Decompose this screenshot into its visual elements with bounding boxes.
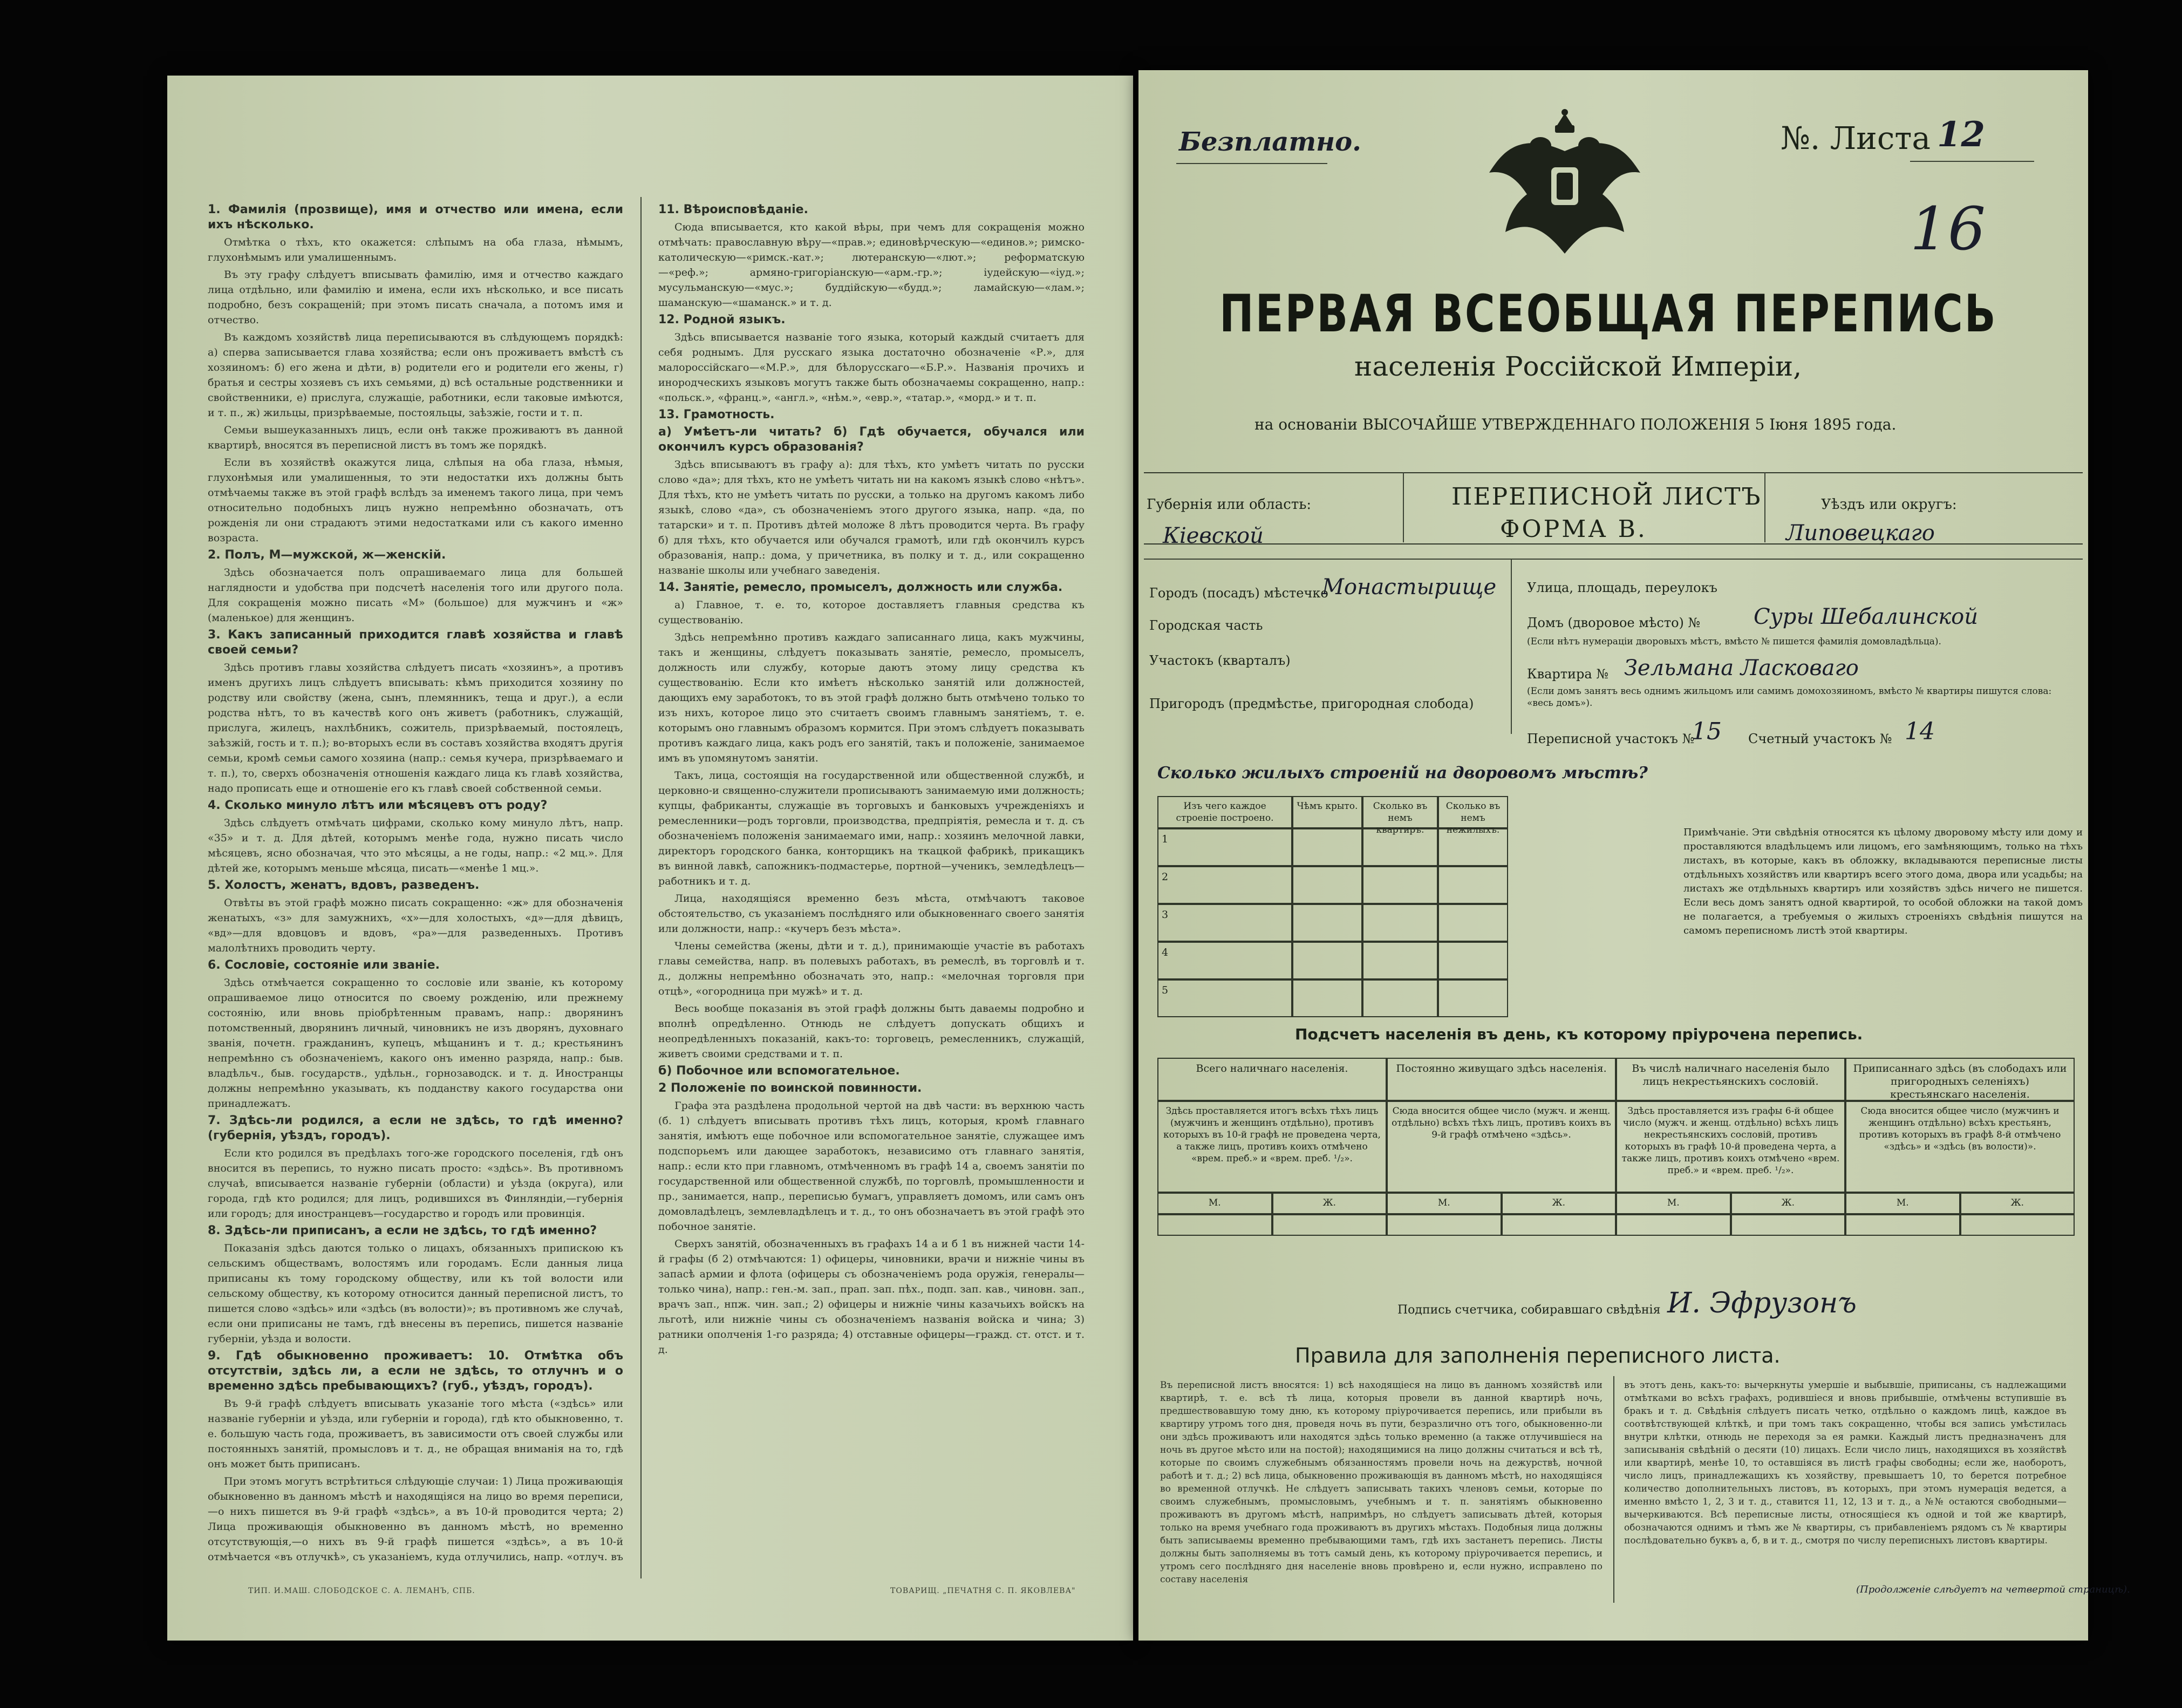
paragraph: При этомъ могутъ встрѣтиться слѣдующіе случаи: 1) Лица проживающія обыкновенно въ данномъ мѣстѣ и находящіяся на лицо во время переписи,—о нихъ пишется въ 9-й графѣ «здѣсь», а въ 10-й проводится черта; 2) Лица проживающія обыкновенно въ данномъ мѣстѣ, но временно отсутствующія,—о нихъ въ 9-й графѣ пишется «здѣсь», а въ 10-й отмѣчается «въ отлучкѣ», съ указаніемъ, куда отлучились, напр. «отлуч. въ <box>208 1475 623 1562</box>
section-heading: 2 Положеніе по воинской повинности. <box>658 1081 922 1095</box>
paragraph: Здѣсь вписываютъ въ графу а): для тѣхъ, кто умѣетъ читать по русски слово «да»; для тѣхъ, кто не умѣетъ читать ни на какомъ языкѣ слово «нѣтъ». Для тѣхъ, кто не умѣетъ читать по русски, а только на другомъ какомъ либо языкѣ, слово «да», съ обозначеніемъ этого другого языка, напр. «да, по татарски» и т. п. Противъ дѣтей моложе 8 лѣтъ проводится черта. Въ графу б) для тѣхъ, кто обучается или обучался грамотѣ, или гдѣ окончилъ курсъ образованія, напр.: дома, у причетника, въ полку и т. д., или сокращенно названіе школы или учебнаго заведенія. <box>658 459 1085 576</box>
paragraph: Отмѣтка о тѣхъ, кто окажется: слѣпымъ на оба глаза, нѣмымъ, глухонѣмымъ или умалишеннымъ. <box>208 236 623 263</box>
paragraph: Здѣсь отмѣчается сокращенно то сословіе или званіе, къ которому опрашиваемое лицо относится по своему рожденію, или прежнему состоянію, или вновь пріобрѣтенным правамъ, напр.: дворянинъ потомственный, дворянинъ личный, чиновникъ не изъ дворянъ, духовнаго званія, почетн. гражданинъ, купецъ, мѣщанинъ и т. д.; крестьянинъ непремѣнно съ обозначеніемъ, какого онъ именно разряда, напр.: быв. владѣльч., быв. государств., удѣльн., горнозаводск. и т. д. Иностранцы должны непремѣнно указывать, къ подданству какого государства они принадлежатъ. <box>208 977 623 1110</box>
city-part-label: Городская часть <box>1149 618 1263 633</box>
buildings-cell <box>1438 942 1508 979</box>
section-heading: 9. Гдѣ обыкновенно проживаетъ: 10. Отмѣтка объ отсутствіи, здѣсь ли, а если не здѣсь, то отлучнъ и о временно здѣсь пребывающихъ? (губ., уѣздъ, городъ). <box>208 1349 623 1393</box>
imperial-eagle-emblem <box>1484 108 1646 264</box>
street-label: Улица, площадь, переулокъ <box>1527 580 1717 595</box>
printer-credit-left: ТИП. И.МАШ. СЛОБОДСКОЕ С. А. ЛЕМАНЪ, СПБ. <box>248 1587 475 1595</box>
printer-credit-right: ТОВАРИЩ. „ПЕЧАТНЯ С. П. ЯКОВЛЕВА" <box>890 1587 1076 1595</box>
census-basis: на основаніи ВЫСОЧАЙШЕ УТВЕРЖДЕННАГО ПОЛОЖЕНІЯ 5 Іюня 1895 года. <box>1254 416 1897 433</box>
buildings-cell: 2 <box>1157 866 1292 904</box>
count-header-cell: Приписаннаго здѣсь (въ слободахъ или пригородныхъ селеніяхъ) крестьянскаго населенія. <box>1845 1058 2075 1101</box>
sheet-number-underline <box>1910 161 2034 162</box>
count-area-value: 14 <box>1905 718 1935 745</box>
paragraph: Здѣсь вписывается названіе того языка, который каждый считаетъ для себя роднымъ. Для русскаго языка достаточно обозначеніе «Р.», для малороссійскаго—«М.Р.», для бѣлорусскаго—«Б.Р.». Названія прочихъ и инородческихъ языковъ могутъ также быть обозначаемы сокращенно, напр.: «польск.», «франц.», «англ.», «нѣм.», «евр.», «татар.», «морд.» и т. п. <box>658 331 1085 404</box>
section-heading: 12. Родной языкъ. <box>658 313 786 326</box>
buildings-cell <box>1438 904 1508 942</box>
census-area-value: 15 <box>1692 718 1722 745</box>
female-value-cell <box>1502 1214 1617 1236</box>
free-label: Безплатно. <box>1179 127 1361 157</box>
census-area-label: Переписной участокъ № <box>1527 731 1695 746</box>
left-page <box>167 76 1133 1641</box>
buildings-cell: 3 <box>1157 904 1292 942</box>
count-desc-cell: Сюда вносится общее число (мужч. и женщ. отдѣльно) всѣхъ тѣхъ лицъ, противъ коихъ въ 9-й графѣ отмѣчено «здѣсь». <box>1387 1101 1616 1193</box>
census-title: ПЕРВАЯ ВСЕОБЩАЯ ПЕРЕПИСЬ <box>1219 283 1997 344</box>
male-value-cell <box>1157 1214 1272 1236</box>
buildings-note: Примѣчаніе. Эти свѣдѣнія относятся къ цѣлому дворовому мѣсту или дому и проставляются владѣльцемъ или лицомъ, его замѣняющимъ, только на тѣхъ листахъ, въ которые, какъ въ обложку, вкладываются переписные листы отдѣльныхъ хозяйствъ или квартиръ всего этого дома, двора или усадьбы; на листахъ же отдѣльныхъ квартиръ или хозяйствъ здѣсь ничего не пишется. Если весь домъ занятъ одной квартирой, то особой обложки на такой домъ не полагается, а требуемыя о жилыхъ строеніяхъ свѣдѣнія пишутся на самомъ переписномъ листѣ этой квартиры. <box>1683 827 2083 936</box>
instructions-column-2 <box>658 202 1085 1562</box>
count-desc-cell: Здѣсь проставляется итогъ всѣхъ тѣхъ лицъ (мужчинъ и женщинъ отдѣльно), противъ которыхъ въ 10-й графѣ не проведена черта, а также лицъ, противъ коихъ отмѣчено «врем. преб.» и «врем. преб. ¹/₂». <box>1157 1101 1387 1193</box>
buildings-cell <box>1292 866 1362 904</box>
section-heading: 6. Сословіе, состояніе или званіе. <box>208 958 440 972</box>
city-label: Городъ (посадъ) мѣстечко <box>1149 586 1328 601</box>
signature-label: Подпись счетчика, собиравшаго свѣдѣнія <box>1397 1303 1661 1317</box>
male-label-cell: М. <box>1387 1193 1502 1214</box>
buildings-cell <box>1362 828 1438 866</box>
paragraph: Члены семейства (жены, дѣти и т. д.), принимающіе участіе въ работахъ главы семейства, напр. въ полевыхъ работахъ, въ ремеслѣ, въ торговлѣ и т. д., должны непремѣнно обозначать это, напр.: «мелочная торговля при отцѣ», «огородница при мужѣ» и т. д. <box>658 940 1085 997</box>
section-heading: б) Побочное или вспомогательное. <box>658 1064 900 1078</box>
female-value-cell <box>1960 1214 2075 1236</box>
section-heading: 1. Фамилія (прозвище), имя и отчество или имена, если ихъ нѣсколько. <box>208 203 623 232</box>
buildings-header-cell: Сколько въ немъ квартиръ. <box>1362 796 1438 828</box>
count-header-cell: Всего наличнаго населенія. <box>1157 1058 1387 1101</box>
uchastok-label: Участокъ (кварталъ) <box>1149 653 1291 668</box>
uezd-label: Уѣздъ или округъ: <box>1821 496 1957 513</box>
buildings-cell <box>1438 828 1508 866</box>
paragraph: Такъ, лица, состоящія на государственной или общественной службѣ, и церковно-и священно-служители прописываютъ занимаемую ими должность; купцы, фабриканты, служащіе въ торговыхъ и банковыхъ учрежденіяхъ и ремесленники—родъ торговли, производства, предпріятія, ремесла и т. д. съ обозначеніемъ положенія занимаемаго ими, напр.: хозяинъ мелочной лавки, директоръ городского банка, конторщикъ на ткацкой фабрикѣ, прикащикъ въ винной лавкѣ, сапожникъ-подмастерье, портной—ученикъ, земледѣлецъ—работникъ и т. д. <box>658 770 1085 887</box>
sheet-title: ПЕРЕПИСНОЙ ЛИСТЪ <box>1451 483 1762 511</box>
buildings-question: Сколько жилыхъ строеній на дворовомъ мѣстѣ? <box>1157 764 1648 782</box>
rules-continued: (Продолженіе слѣдуетъ на четвертой страницѣ). <box>1856 1584 2130 1595</box>
count-header-cell: Въ числѣ наличнаго населенія было лицъ некрестьянскихъ сословій. <box>1616 1058 1845 1101</box>
rules-column-1: Въ переписной листъ вносятся: 1) всѣ находящіеся на лицо въ данномъ хозяйствѣ или квартирѣ, т. е. всѣ тѣ лица, которыя провели въ данной квартирѣ ночь, предшествовавшую тому дню, къ которому пріурочивается перепись, или прибыли въ квартиру утромъ того дня, проведя ночь въ пути, безразлично отъ того, обыкновенно-ли они здѣсь проживаютъ или находятся здѣсь только временно (а также отлучившіеся на ночь въ другое мѣсто или на постой); находящимися на лицо должны считаться и всѣ тѣ, которые по своимъ служебнымъ обязанностямъ провели ночь на дежурствѣ, ночной работѣ и т. д.; 2) всѣ лица, обыкновенно проживающія въ данномъ мѣстѣ, но находящіяся во временной отлучкѣ. Не слѣдуетъ записывать такихъ членовъ семьи, которые по своимъ служебнымъ, промысловымъ, учебнымъ и т. п. занятіямъ обыкновенно проживаютъ въ другомъ мѣстѣ, напримѣръ, но слѣдуетъ записывать дѣтей, которыя только на время учебнаго года проживаютъ въ другихъ мѣстахъ. Подобныя лица должны быть записываемы временно пребывающими тамъ, гдѣ ихъ застанетъ перепись. Листы должны быть заполняемы въ тотъ самый день, къ которому пріурочивается перепись, и утромъ сего послѣдняго дня населеніе вновь провѣрено и, если нужно, исправлено по составу населенія <box>1160 1380 1603 1585</box>
header-divider <box>1403 472 1404 542</box>
buildings-cell <box>1362 979 1438 1017</box>
paragraph: Въ каждомъ хозяйствѣ лица переписываются въ слѣдующемъ порядкѣ: а) сперва записывается глава хозяйства; если онъ проживаетъ вмѣстѣ съ хозяиномъ: б) его жена и дѣти, в) родители его и родители его жены, г) братья и сестры хозяевъ съ ихъ семьями, д) всѣ остальные родственники и свойственники, е) прислуга, служащіе, работники, если таковые имѣются, и т. п., ж) жильцы, призрѣваемые, постояльцы, заѣзжіе, гости и т. п. <box>208 331 623 419</box>
buildings-cell: 5 <box>1157 979 1292 1017</box>
female-label-cell: Ж. <box>1960 1193 2075 1214</box>
rules-divider <box>1613 1376 1614 1603</box>
male-value-cell <box>1616 1214 1731 1236</box>
paragraph: Отвѣты въ этой графѣ можно писать сокращенно: «ж» для обозначенія женатыхъ, «з» для замужнихъ, «х»—для холостыхъ, «д»—для дѣвицъ, «вд»—для вдовцовъ и вдовъ, «ра»—для разведенныхъ. Противъ малолѣтнихъ проводить черту. <box>208 897 623 954</box>
section-heading: 8. Здѣсь-ли приписанъ, а если не здѣсь, то гдѣ именно? <box>208 1224 597 1237</box>
paragraph: Въ 9-й графѣ слѣдуетъ вписывать указаніе того мѣста («здѣсь» или названіе губерніи и уѣзда, или губерніи и города), гдѣ кто обыкновенно, т. е. большую часть года, проживаетъ, въ зависимости отъ своей службы или постоянныхъ занятій, промысловъ и т. д., не обращая вниманія на то, гдѣ онъ может быть приписанъ. <box>208 1398 623 1470</box>
apt-note: (Если домъ занятъ весь однимъ жильцомъ или самимъ домохозяиномъ, вмѣсто № квартиры пишутся слова: «весь домъ»). <box>1527 686 2052 709</box>
buildings-cell <box>1362 866 1438 904</box>
paragraph: Сюда вписывается, кто какой вѣры, при чемъ для сокращенія можно отмѣчать: православную вѣру—«прав.»; единовѣрческую—«единов.»; римско-католическую—«римск.-кат.»; лютеранскую—«лют.»; реформатскую—«реф.»; армяно-григоріанскую—«арм.-гр.»; іудейскую—«іуд.»; мусульманскую—«мус.»; буддійскую—«будд.»; ламайскую—«лам.»; шаманскую—«шаманск.» и т. д. <box>658 221 1085 309</box>
gubernia-value: Кіевской <box>1163 523 1264 548</box>
section-heading: 5. Холостъ, женатъ, вдовъ, разведенъ. <box>208 879 480 892</box>
sheet-number-label: №. Листа <box>1781 120 1931 156</box>
count-area-label: Счетный участокъ № <box>1748 731 1892 746</box>
buildings-table <box>1157 796 1508 1017</box>
house-note: (Если нѣтъ нумераціи дворовыхъ мѣстъ, вмѣсто № пишется фамилія домовладѣльца). <box>1527 636 1941 647</box>
buildings-header-cell: Изъ чего каждое строеніе построено. <box>1157 796 1292 828</box>
free-underline <box>1176 163 1327 164</box>
count-title: Подсчетъ населенія въ день, къ которому пріурочена перепись. <box>1295 1025 1863 1043</box>
prigorod-label: Пригородъ (предмѣстье, пригородная слобода) <box>1149 696 1474 711</box>
buildings-cell <box>1292 828 1362 866</box>
apt-value: Зельмана Ласковаго <box>1624 656 1859 681</box>
female-label-cell: Ж. <box>1502 1193 1617 1214</box>
section-heading: а) Умѣетъ-ли читать? б) Гдѣ обучается, обучался или окончилъ курсъ образованія? <box>658 425 1085 454</box>
section-heading: 3. Какъ записанный приходится главѣ хозяйства и главѣ своей семьи? <box>208 628 623 657</box>
city-value: Монастырище <box>1322 575 1497 600</box>
buildings-cell <box>1292 904 1362 942</box>
paragraph: а) Главное, т. е. то, которое доставляетъ главныя средства къ существованію. <box>658 599 1085 626</box>
counter-signature: И. Эфрузонъ <box>1667 1287 1857 1319</box>
rules-column-2: въ этотъ день, какъ-то: вычеркнуты умершіе и выбывшіе, приписаны, съ надлежащими отмѣтками во всѣхъ графахъ, родившіеся и вновь прибывшіе, отмѣчены вступившіе въ бракъ и т. д. Свѣдѣнія слѣдуетъ писать четко, отдѣльно о каждомъ лицѣ, каждое въ соотвѣтствующей клѣткѣ, и при томъ такъ сокращенно, чтобы вся запись умѣстилась внутри клѣтки, отнюдь не переходя за ея рамки. Каждый листъ предназначенъ для записыванія свѣдѣній о десяти (10) лицахъ. Если число лицъ, находящихся въ хозяйствѣ или квартирѣ, менѣе 10, то оставшіяся въ листѣ графы свободны; если же, наоборотъ, число лицъ, принадлежащихъ къ хозяйству, превышаетъ 10, то берется потребное количество дополнительныхъ листовъ, въ которыхъ, при этомъ нумерація ведется, а именно вмѣсто 1, 2, 3 и т. д., ставится 11, 12, 13 и т. д., а №№ остаются свободными—вычеркиваются. Всѣ переписные листы, относящіеся къ одной и той же квартирѣ, обозначаются однимъ и тѣмъ же № квартиры, съ прибавленіемъ рядомъ съ № квартиры послѣдовательно буквъ а, б, в и т. д., смотря по числу переписныхъ листовъ квартиры. <box>1624 1380 2067 1546</box>
count-desc-cell: Сюда вносится общее число (мужчинъ и женщинъ отдѣльно) всѣхъ крестьянъ, противъ которыхъ въ графѣ 8-й отмѣчено «здѣсь» и «здѣсь (въ волости)». <box>1845 1101 2075 1193</box>
male-value-cell <box>1387 1214 1502 1236</box>
buildings-cell <box>1292 979 1362 1017</box>
section-heading: 14. Занятіе, ремесло, промыселъ, должность или служба. <box>658 581 1063 594</box>
paragraph: Показанія здѣсь даются только о лицахъ, обязанныхъ припискою къ сельскимъ обществамъ, волостямъ или городамъ. Если данныя лица приписаны къ тому городскому обществу, или къ той волости или сельскому обществу, къ которому относится данный переписной листъ, то пишется слово «здѣсь» или «здѣсь (въ волости)»; въ противномъ же случаѣ, если они приписаны не тамъ, гдѣ внесены въ перепись, пишется названіе губерніи, уѣзда и волости. <box>208 1242 623 1345</box>
section-heading: 7. Здѣсь-ли родился, а если не здѣсь, то гдѣ именно? (губернія, уѣздъ, городъ). <box>208 1114 623 1142</box>
paragraph: Семьи вышеуказанныхъ лицъ, если онѣ также проживаютъ въ данной квартирѣ, вносятся въ переписной листъ въ томъ же порядкѣ. <box>208 424 623 451</box>
buildings-cell <box>1362 942 1438 979</box>
right-page <box>1138 70 2130 1641</box>
section-heading: 13. Грамотность. <box>658 408 775 421</box>
section-heading: 4. Сколько минуло лѣтъ или мѣсяцевъ отъ роду? <box>208 799 548 812</box>
paragraph: Графа эта раздѣлена продольной чертой на двѣ части: въ верхнюю часть (б. 1) слѣдуетъ вписывать противъ тѣхъ лицъ, которыя, кромѣ главнаго занятія, имѣютъ еще побочное или вспомогательное занятіе, служащее имъ подспорьемъ или дающее заработокъ, независимо отъ главнаго занятія, напр.: если кто при главномъ, отмѣченномъ въ графѣ 14 а, своемъ занятіи по государственной или общественной службѣ, по торговлѣ, промышленности и пр., занимается, напр., переписью бумагъ, управляетъ домомъ, или самъ онъ домовладѣлецъ, землевладѣлецъ и т. д., то онъ обозначаетъ въ этой графѣ это побочное занятіе. <box>658 1100 1085 1233</box>
apt-label: Квартира № <box>1527 666 1609 682</box>
uezd-value: Липовецкаго <box>1786 521 1935 546</box>
sheet-number-value: 12 <box>1937 114 1986 155</box>
female-label-cell: Ж. <box>1272 1193 1387 1214</box>
sheet-form: ФОРМА В. <box>1500 515 1647 543</box>
header-divider <box>1764 472 1765 542</box>
rules-title: Правила для заполненія переписного листа. <box>1295 1344 1781 1367</box>
male-label-cell: М. <box>1157 1193 1272 1214</box>
buildings-cell <box>1438 866 1508 904</box>
gubernia-label: Губернія или область: <box>1147 496 1312 513</box>
corner-number: 16 <box>1910 194 1986 263</box>
section-heading: 2. Полъ, М—мужской, ж—женскій. <box>208 548 446 562</box>
buildings-cell: 1 <box>1157 828 1292 866</box>
count-desc-cell: Здѣсь проставляется изъ графы 6-й общее число (мужч. и женщ. отдѣльно) всѣхъ лицъ некрестьянскихъ сословій, противъ которыхъ въ графѣ 10-й проведена черта, а также лицъ, противъ коихъ отмѣчено «врем. преб.» и «врем. преб. ¹/₂». <box>1616 1101 1845 1193</box>
paragraph: Сверхъ занятій, обозначенныхъ въ графахъ 14 а и б 1 въ нижней части 14-й графы (б 2) отмѣчаются: 1) офицеры, чиновники, врачи и нижніе чины въ запасѣ армии и флота (офицеры съ обозначеніемъ рода оружія, генералы—только чина), напр.: ген.-м. зап., прап. зап. пѣх., подп. зап. кав., чиновн. зап., врачъ зап., нпж. чин. зап.; 2) офицеры и нижніе чины казачьихъ войскъ на льготѣ, или нижніе чины съ обозначеніемъ названія войска и чина; 3) ратники ополченія 1-го разряда; 4) отставные офицеры—гражд. ст. отст. и т. д. <box>658 1238 1085 1356</box>
paragraph: Здѣсь слѣдуетъ отмѣчать цифрами, сколько кому минуло лѣтъ, напр. «35» и т. д. Для дѣтей, которымъ менѣе года, нужно писать число мѣсяцевъ, ясно обозначая, что это мѣсяцы, а не годы, напр.: «2 мц.». Для дѣтей же, которымъ меньше мѣсяца, писать—«менѣе 1 мц.». <box>208 817 623 874</box>
house-value: Суры Шебалинской <box>1754 604 1978 629</box>
paragraph: Въ эту графу слѣдуетъ вписывать фамилію, имя и отчество каждаго лица отдѣльно, или фамилію и имена, если ихъ нѣсколько, и все писать подробно, безъ сокращеній; при этомъ писать сначала, а потомъ имя и отчество. <box>208 269 623 326</box>
buildings-cell <box>1362 904 1438 942</box>
paragraph: Здѣсь обозначается полъ опрашиваемаго лица для большей наглядности и удобства при подсчетѣ населенія того или другого пола. Для сокращенія можно писать «М» (большое) для мужчинъ и «ж» (маленькое) для женщинъ. <box>208 567 623 624</box>
female-value-cell <box>1272 1214 1387 1236</box>
male-label-cell: М. <box>1616 1193 1731 1214</box>
population-count-table <box>1157 1058 2075 1236</box>
address-top <box>1144 559 2083 560</box>
male-value-cell <box>1845 1214 1960 1236</box>
buildings-cell: 4 <box>1157 942 1292 979</box>
paragraph: Весь вообще показанія въ этой графѣ должны быть даваемы подробно и вполнѣ опредѣленно. Отнюдь не слѣдуетъ допускать общихъ и неопредѣленныхъ показаній, какъ-то: торговецъ, ремесленникъ, служащій, живетъ своими средствами и т. п. <box>658 1003 1085 1060</box>
female-value-cell <box>1731 1214 1846 1236</box>
buildings-cell <box>1438 979 1508 1017</box>
census-subtitle: населенія Россійской Имперіи, <box>1354 351 1802 382</box>
paragraph: Здѣсь противъ главы хозяйства слѣдуетъ писать «хозяинъ», а противъ именъ другихъ лицъ слѣдуетъ вписывать: кѣмъ приходится хозяину по родству или свойству (жена, сынъ, племянникъ, теща и друг.), а если родства нѣтъ, то въ качествѣ кого онъ живетъ (работникъ, служащій, прислуга, жилецъ, нахлѣбникъ, сожитель, призрѣваемый, постоялецъ, заѣзжій, гость и т. п.); во-вторыхъ если въ составъ хозяйства входятъ другія семьи, кромѣ семьи самого хозяина (напр.: семья кучера, призрѣваемаго и т. п.), то, сверхъ обозначенія отношенія каждаго лица къ главѣ хозяйства, надо прописать еще и отношеніе его къ главѣ своей собственной семьи. <box>208 662 623 794</box>
paragraph: Лица, находящіяся временно безъ мѣста, отмѣчаютъ таковое обстоятельство, съ указаніемъ послѣдняго или обыкновеннаго своего занятія или должности, напр.: «кучеръ безъ мѣста». <box>658 893 1085 935</box>
paragraph: Здѣсь непремѣнно противъ каждаго записаннаго лица, какъ мужчины, такъ и женщины, слѣдуетъ показывать занятіе, ремесло, промыселъ, должность или службу, которые даютъ этому лицу средства къ существованію. Если кто имѣетъ нѣсколько занятій или должностей, дающихъ ему заработокъ, то въ этой графѣ должно быть отмѣчено только то изъ нихъ, которое лицо это считаетъ своимъ главнымъ занятіемъ, т. е. которымъ оно главнымъ образомъ кормится. При этомъ слѣдуетъ показывать противъ каждаго лица, какъ родъ его занятій, такъ и положеніе, занимаемое имъ въ упомянутомъ занятіи. <box>658 631 1085 764</box>
house-label: Домъ (дворовое мѣсто) № <box>1527 615 1701 630</box>
paragraph: Если въ хозяйствѣ окажутся лица, слѣпыя на оба глаза, нѣмыя, глухонѣмыя или умалишенныя, то эти недостатки ихъ должны быть отмѣчаемы также въ этой графѣ вслѣдъ за именемъ такого лица, при чемъ относительно подобныхъ лицъ нужно непремѣнно обозначать, отъ рожденія ли они страдаютъ этими недостатками или съ какого именно возраста. <box>208 457 623 544</box>
paragraph: Если кто родился въ предѣлахъ того-же городского поселенія, гдѣ онъ вносится въ перепись, то нужно писать просто: «здѣсь». Въ противномъ случаѣ, вписывается названіе губерніи (области) и уѣзда (округа), или города, гдѣ кто родился; для лицъ, родившихся въ Финляндіи,—губернія или городъ; для иностранцевъ—государство и городъ или провинція. <box>208 1147 623 1220</box>
count-header-cell: Постоянно живущаго здѣсь населенія. <box>1387 1058 1616 1101</box>
column-divider <box>640 197 642 1578</box>
buildings-header-cell: Сколько въ немъ нежилыхъ. <box>1438 796 1508 828</box>
buildings-header-cell: Чѣмъ крыто. <box>1292 796 1362 828</box>
instructions-column-1 <box>208 202 623 1562</box>
address-divider <box>1511 559 1512 734</box>
buildings-cell <box>1292 942 1362 979</box>
male-label-cell: М. <box>1845 1193 1960 1214</box>
female-label-cell: Ж. <box>1731 1193 1846 1214</box>
section-heading: 11. Вѣроисповѣданіе. <box>658 203 808 216</box>
